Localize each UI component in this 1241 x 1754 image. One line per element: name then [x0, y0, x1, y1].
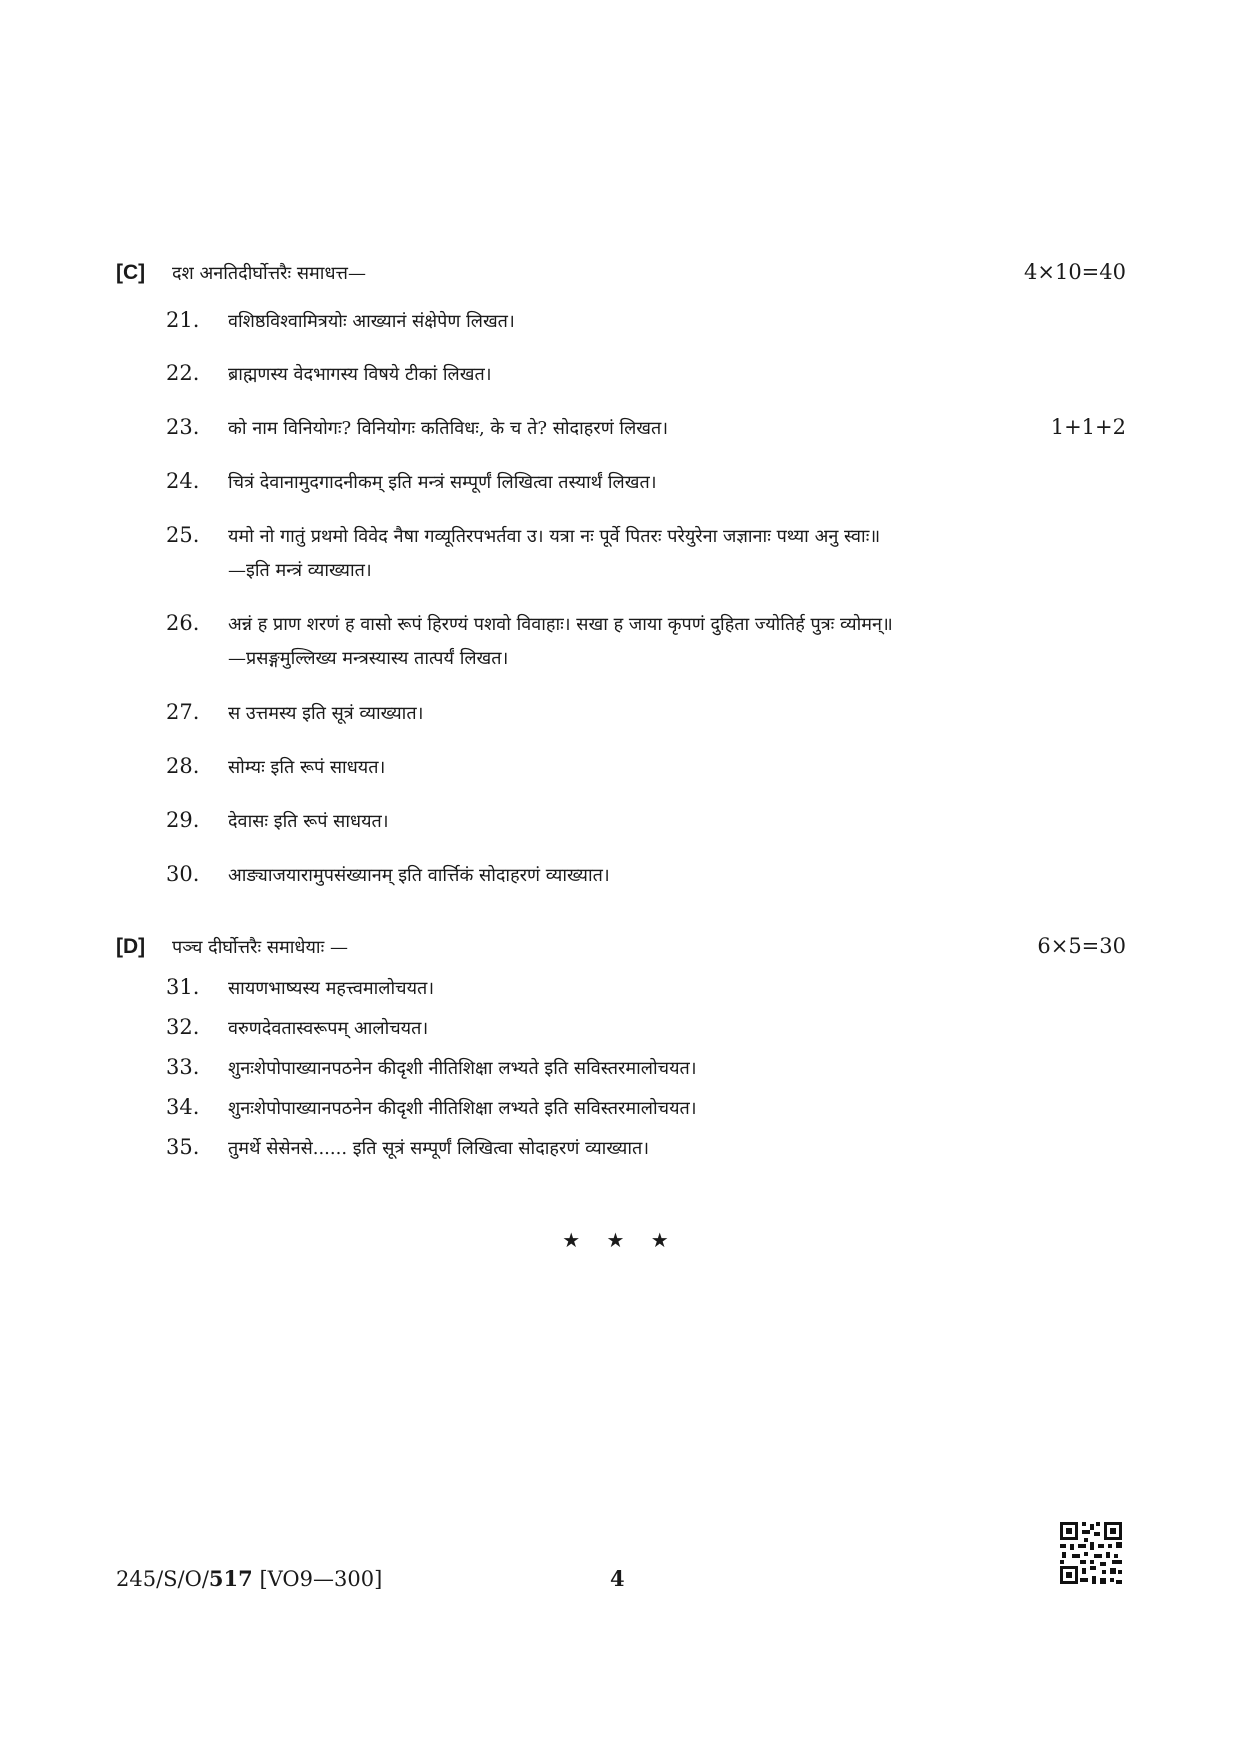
instruction-line: —प्रसङ्गमुल्लिख्य मन्त्रस्यास्य तात्पर्यं लिखत।: [228, 648, 509, 669]
mantra-line: यमो नो गातुं प्रथमो विवेद नैषा गव्यूतिरपभर्तवा उ। यत्रा नः पूर्वे पितरः परेयुरेना जज्ञानाः पथ्या अनु स्वाः॥: [228, 526, 881, 547]
question-26: [166, 608, 1126, 676]
question-number: 21.: [166, 308, 200, 332]
question-text-block: [228, 520, 1126, 588]
question-number: 28.: [166, 754, 200, 778]
question-number: 30.: [166, 862, 200, 886]
question-number: 32.: [166, 1015, 200, 1039]
section-d-marks: 6×5=30: [1037, 934, 1126, 958]
question-number: 26.: [166, 611, 200, 635]
question-number: 24.: [166, 469, 200, 493]
section-c-header: [116, 260, 1126, 285]
question-text: वरुणदेवतास्वरूपम् आलोचयत।: [228, 1018, 429, 1039]
question-text: सायणभाष्यस्य महत्त्वमालोचयत।: [228, 978, 435, 999]
question-34: [166, 1092, 1126, 1126]
question-28: [166, 751, 1126, 785]
question-text: तुमर्थे सेसेनसे...... इति सूत्रं सम्पूर्णं लिखित्वा सोदाहरणं व्याख्यात।: [228, 1138, 650, 1159]
question-text: वशिष्ठविश्वामित्रयोः आख्यानं संक्षेपेण लिखत।: [228, 311, 515, 332]
question-text: चित्रं देवानामुदगादनीकम् इति मन्त्रं सम्पूर्णं लिखित्वा तस्यार्थं लिखत।: [228, 472, 657, 493]
question-24: [166, 466, 1126, 500]
question-number: 35.: [166, 1135, 200, 1159]
question-32: [166, 1012, 1126, 1046]
question-number: 34.: [166, 1095, 200, 1119]
question-text: सोम्यः इति रूपं साधयत।: [228, 757, 386, 778]
end-of-paper-marker: ★ ★ ★: [562, 1228, 679, 1252]
question-30: [166, 859, 1126, 893]
section-c-title: दश अनतिदीर्घोत्तरैः समाधत्त—: [172, 263, 366, 284]
question-text-block: [228, 608, 1126, 676]
question-number: 25.: [166, 523, 200, 547]
question-text: आङ्याजयारामुपसंख्यानम् इति वार्त्तिकं सोदाहरणं व्याख्यात।: [228, 865, 610, 886]
page-number: 4: [610, 1566, 625, 1591]
question-text: ब्राह्मणस्य वेदभागस्य विषये टीकां लिखत।: [228, 364, 492, 385]
question-marks: 1+1+2: [1050, 415, 1126, 439]
question-number: 23.: [166, 415, 200, 439]
qr-code-icon: [1058, 1520, 1124, 1586]
question-21: [166, 305, 1126, 339]
question-text: को नाम विनियोगः? विनियोगः कतिविधः, के च ते? सोदाहरणं लिखत।: [228, 418, 669, 439]
question-text: शुनःशेपोपाख्यानपठनेन कीदृशी नीतिशिक्षा लभ्यते इति सविस्तरमालोचयत।: [228, 1058, 697, 1079]
paper-code-bold: 517: [208, 1566, 253, 1591]
paper-code-suffix: [VO9—300]: [252, 1567, 383, 1591]
question-text: स उत्तमस्य इति सूत्रं व्याख्यात।: [228, 703, 424, 724]
paper-code: [116, 1566, 382, 1591]
mantra-line: अन्नं ह प्राण शरणं ह वासो रूपं हिरण्यं पशवो विवाहाः। सखा ह जाया कृपणं दुहिता ज्योतिर्ह पुत्रः व्योमन्॥: [228, 614, 893, 635]
question-27: [166, 697, 1126, 731]
question-number: 27.: [166, 700, 200, 724]
question-29: [166, 805, 1126, 839]
question-23: [166, 412, 1126, 446]
question-35: [166, 1132, 1126, 1166]
question-33: [166, 1052, 1126, 1086]
section-c-marks: 4×10=40: [1024, 260, 1126, 284]
question-31: [166, 972, 1126, 1006]
question-text: शुनःशेपोपाख्यानपठनेन कीदृशी नीतिशिक्षा लभ्यते इति सविस्तरमालोचयत।: [228, 1098, 697, 1119]
section-d-header: [116, 934, 1126, 959]
question-25: [166, 520, 1126, 588]
section-d-title: पञ्च दीर्घोत्तरैः समाधेयाः —: [172, 937, 348, 958]
question-number: 29.: [166, 808, 200, 832]
section-d-tag: [D]: [116, 935, 146, 958]
question-number: 33.: [166, 1055, 200, 1079]
instruction-line: —इति मन्त्रं व्याख्यात।: [228, 560, 372, 581]
question-22: [166, 358, 1126, 392]
question-number: 22.: [166, 361, 200, 385]
question-number: 31.: [166, 975, 200, 999]
question-text: देवासः इति रूपं साधयत।: [228, 811, 389, 832]
paper-code-prefix: 245/S/O/: [116, 1567, 209, 1591]
section-c-tag: [C]: [116, 261, 146, 284]
